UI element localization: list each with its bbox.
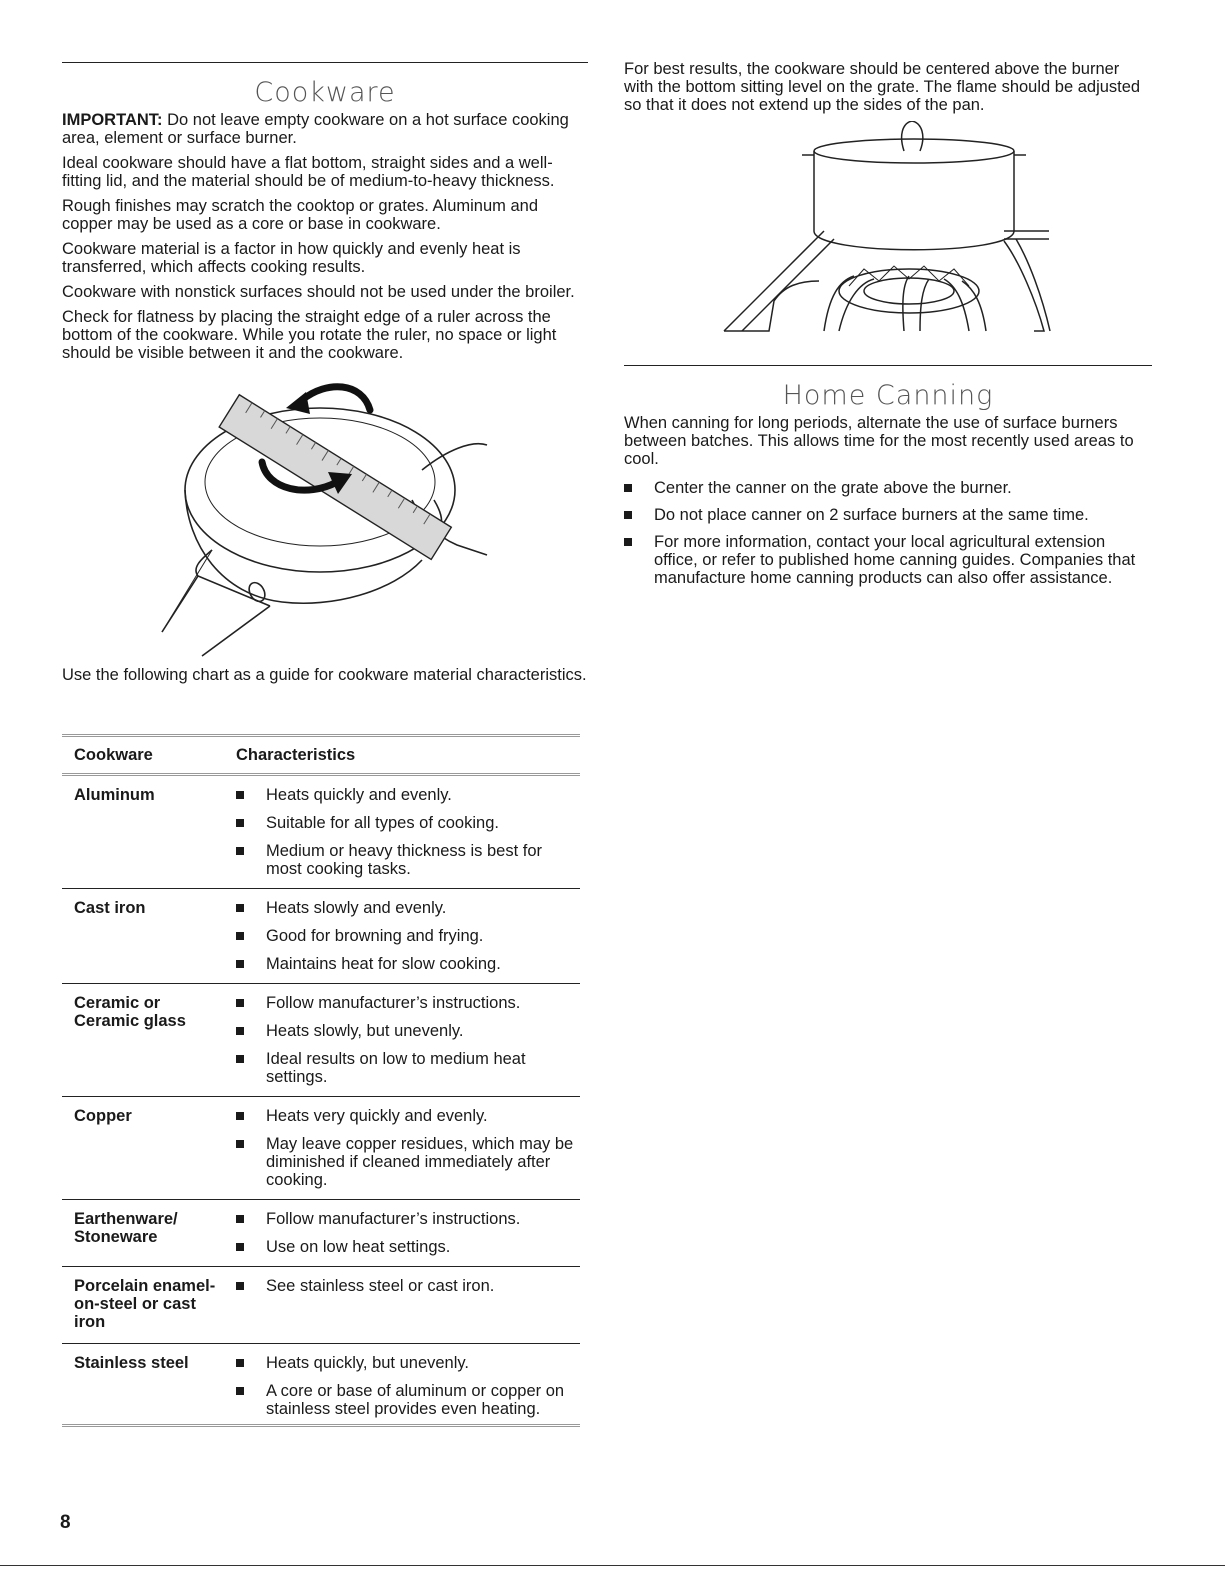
important-label: IMPORTANT: <box>62 111 163 129</box>
characteristic-item: Heats very quickly and evenly. <box>236 1107 580 1125</box>
characteristic-item: Maintains heat for slow cooking. <box>236 955 580 973</box>
bullet-icon <box>236 1243 244 1251</box>
paragraph: Ideal cookware should have a flat bottom, straight sides and a well-fitting lid, and the material should be of medium-to-heavy thickness. <box>62 154 555 190</box>
bullet-icon <box>236 1215 244 1223</box>
section-divider <box>624 365 1152 366</box>
material-cell: Stainless steel <box>62 1344 222 1426</box>
pot-on-grate-illustration <box>624 121 1152 351</box>
material-cell: Aluminum <box>62 775 222 889</box>
characteristic-item: A core or base of aluminum or copper on stainless steel provides even heating. <box>236 1382 580 1418</box>
bullet-icon <box>624 538 632 546</box>
characteristic-item: Heats quickly, but unevenly. <box>236 1354 580 1372</box>
bullet-icon <box>624 484 632 492</box>
paragraph: Check for flatness by placing the straight edge of a ruler across the bottom of the cookware. While you rotate the ruler, no space or light should be visible between it and the cookware. <box>62 308 557 362</box>
table-row <box>62 1267 580 1344</box>
characteristics-cell <box>222 984 580 1097</box>
right-column <box>624 0 1152 596</box>
important-text: Do not leave empty cookware on a hot surface cooking area, element or surface burner. <box>62 111 569 147</box>
bullet-icon <box>236 847 244 855</box>
table-row <box>62 889 580 984</box>
characteristic-item: Use on low heat settings. <box>236 1238 580 1256</box>
bullet-icon <box>236 1359 244 1367</box>
table-header-row <box>62 736 580 775</box>
characteristics-cell <box>222 1344 580 1426</box>
list-item: Center the canner on the grate above the burner. <box>624 479 1152 497</box>
characteristics-cell <box>222 889 580 984</box>
column-header: Characteristics <box>222 736 580 775</box>
bullet-icon <box>236 791 244 799</box>
bullet-icon <box>236 904 244 912</box>
ruler-flatness-illustration <box>62 370 588 660</box>
material-cell: Cast iron <box>62 889 222 984</box>
characteristics-cell <box>222 1097 580 1200</box>
paragraph: Cookware material is a factor in how quickly and evenly heat is transferred, which affects cooking results. <box>62 240 521 276</box>
characteristic-item: Follow manufacturer’s instructions. <box>236 994 580 1012</box>
bullet-icon <box>236 1112 244 1120</box>
paragraph: Rough finishes may scratch the cooktop or grates. Aluminum and copper may be used as a core or base in cookware. <box>62 197 538 233</box>
bullet-icon <box>236 1387 244 1395</box>
cookware-table <box>62 734 580 1427</box>
characteristic-item: Ideal results on low to medium heat settings. <box>236 1050 580 1086</box>
table-row <box>62 775 580 889</box>
bullet-icon <box>236 819 244 827</box>
characteristic-item: Medium or heavy thickness is best for most cooking tasks. <box>236 842 580 878</box>
list-item: Do not place canner on 2 surface burners at the same time. <box>624 506 1152 524</box>
characteristics-cell <box>222 775 580 889</box>
characteristic-item: Follow manufacturer’s instructions. <box>236 1210 580 1228</box>
bullet-icon <box>236 1027 244 1035</box>
table-row <box>62 984 580 1097</box>
characteristic-item: Heats slowly, but unevenly. <box>236 1022 580 1040</box>
bullet-icon <box>236 999 244 1007</box>
important-note <box>62 111 588 147</box>
centering-paragraph: For best results, the cookware should be centered above the burner with the bottom sitting level on the grate. The flame should be adjusted so that it does not extend up the sides of the pan. <box>624 60 1141 114</box>
section-divider <box>62 62 588 63</box>
list-item: For more information, contact your local agricultural extension office, or refer to published home canning guides. Companies that manufacture home canning products can also offer assistance. <box>624 533 1152 587</box>
characteristic-item: May leave copper residues, which may be diminished if cleaned immediately after cooking. <box>236 1135 580 1189</box>
table-row <box>62 1344 580 1426</box>
bullet-icon <box>236 932 244 940</box>
material-cell: Earthenware/ Stoneware <box>62 1200 222 1267</box>
characteristic-item: Heats slowly and evenly. <box>236 899 580 917</box>
cookware-title: Cookware <box>254 77 396 108</box>
characteristic-item: Heats quickly and evenly. <box>236 786 580 804</box>
home-canning-title: Home Canning <box>782 380 994 411</box>
characteristic-item: Good for browning and frying. <box>236 927 580 945</box>
canning-bullet-list <box>624 479 1152 587</box>
table-row <box>62 1097 580 1200</box>
bullet-icon <box>624 511 632 519</box>
bullet-icon <box>236 1282 244 1290</box>
page-bottom-rule <box>0 1565 1225 1566</box>
left-column <box>62 0 588 691</box>
page-number: 8 <box>60 1512 71 1533</box>
characteristics-cell <box>222 1200 580 1267</box>
column-header: Cookware <box>62 736 222 775</box>
paragraph: Cookware with nonstick surfaces should not be used under the broiler. <box>62 283 575 301</box>
characteristic-item: See stainless steel or cast iron. <box>236 1277 580 1295</box>
chart-intro: Use the following chart as a guide for cookware material characteristics. <box>62 666 587 684</box>
characteristic-item: Suitable for all types of cooking. <box>236 814 580 832</box>
bullet-icon <box>236 1055 244 1063</box>
canning-paragraph: When canning for long periods, alternate the use of surface burners between batches. This allows time for the most recently used areas to cool. <box>624 414 1134 468</box>
characteristics-cell <box>222 1267 580 1344</box>
table-row <box>62 1200 580 1267</box>
material-cell: Porcelain enamel-on-steel or cast iron <box>62 1267 222 1344</box>
bullet-icon <box>236 1140 244 1148</box>
bullet-icon <box>236 960 244 968</box>
material-cell: Ceramic or Ceramic glass <box>62 984 222 1097</box>
material-cell: Copper <box>62 1097 222 1200</box>
